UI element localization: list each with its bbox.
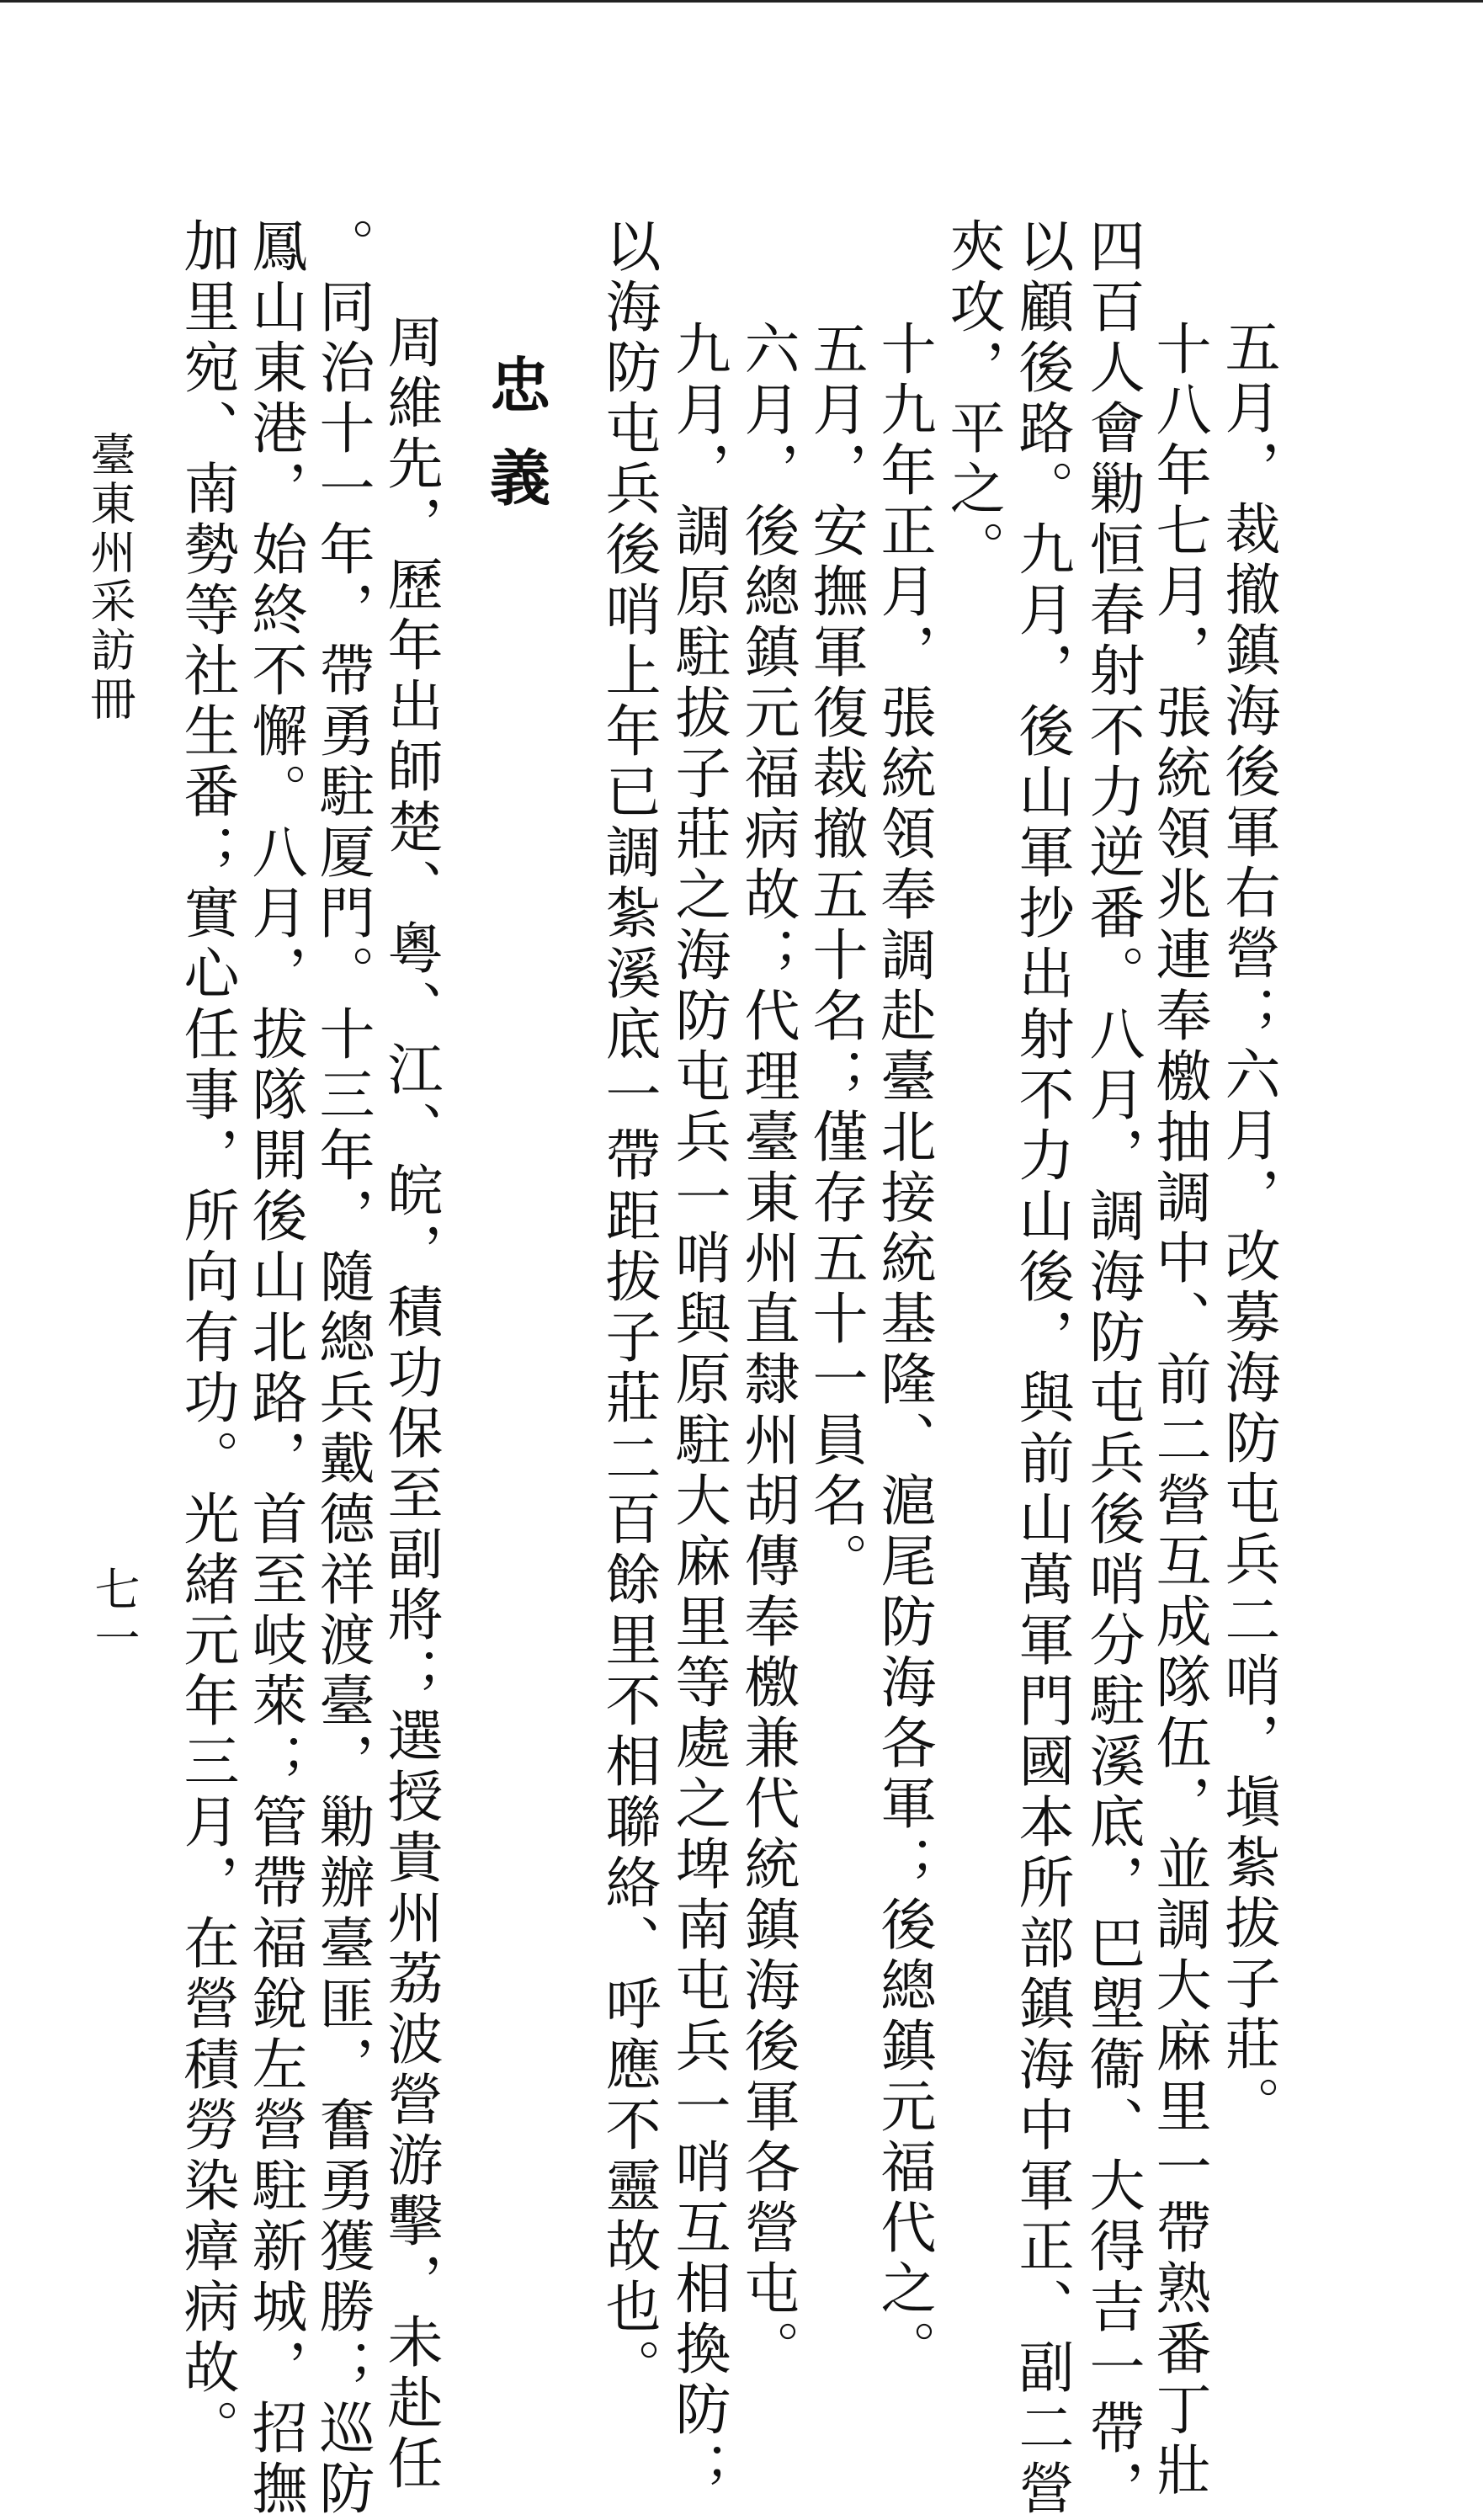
section-column-1: 周維先，歷年出師楚、粵、江、皖，積功保至副將；選授貴州荔波營游擊，未赴任	[378, 313, 443, 2495]
text-column-1: 五月，裁撤鎮海後軍右營；六月，改募海防屯兵二哨，塡紮拔子莊。	[1215, 318, 1280, 2136]
text-column-10: 以海防屯兵後哨上年已調紮溪底一帶距拔子莊二百餘里不相聯絡、呼應不靈故也。	[596, 217, 661, 2399]
text-column-9: 九月，調原駐拔子莊之海防屯兵一哨與原駐大麻里等處之埤南屯兵一哨互相換防；	[666, 320, 731, 2501]
text-column-4: 以顧後路。九月，後山軍抄出射不力山後，與前山萬軍門國本所部鎮海中軍正、副二營	[1009, 217, 1074, 2520]
section-column-2: 。同治十一年，帶勇駐厦門。十三年，隨總兵戴德祥渡臺，勦辦臺匪，奮勇獲勝；巡防	[310, 217, 375, 2520]
section-column-3: 鳳山東港，始終不懈。八月，拔隊開後山北路，首至岐萊；管帶福銳左營駐新城，招撫	[242, 217, 307, 2520]
text-column-2: 十八年七月，張統領兆連奉檄抽調中、前二營互成隊伍，並調大麻里一帶熟番丁壯	[1146, 320, 1211, 2501]
text-column-5: 夾攻，平之。	[940, 217, 1005, 581]
section-heading: 忠義	[480, 354, 551, 539]
text-column-8: 六月，後總鎮元福病故；代理臺東州直隸州胡傳奉檄兼代統鎮海後軍各營屯。	[735, 320, 800, 2380]
book-title: 臺東州采訪冊	[83, 431, 136, 724]
top-border-line	[0, 0, 1483, 3]
text-column-3: 四百人會勦恒春射不力逆番。八月，調海防屯兵後哨分駐溪底，巴塱衞、大得吉一帶，	[1080, 217, 1145, 2520]
page-number: 七一	[88, 1566, 141, 1663]
section-column-4: 加里宛、南勢等社生番；實心任事，所向有功。光緒元年三月，在營積勞染瘴病故。	[174, 217, 239, 2459]
text-column-7: 五月，安撫軍復裁撤五十名；僅存五十一員名。	[803, 320, 868, 1592]
text-column-6: 十九年正月，張統領奉調赴臺北接統基隆、滬尾防海各軍；後總鎮元福代之。	[871, 320, 936, 2380]
